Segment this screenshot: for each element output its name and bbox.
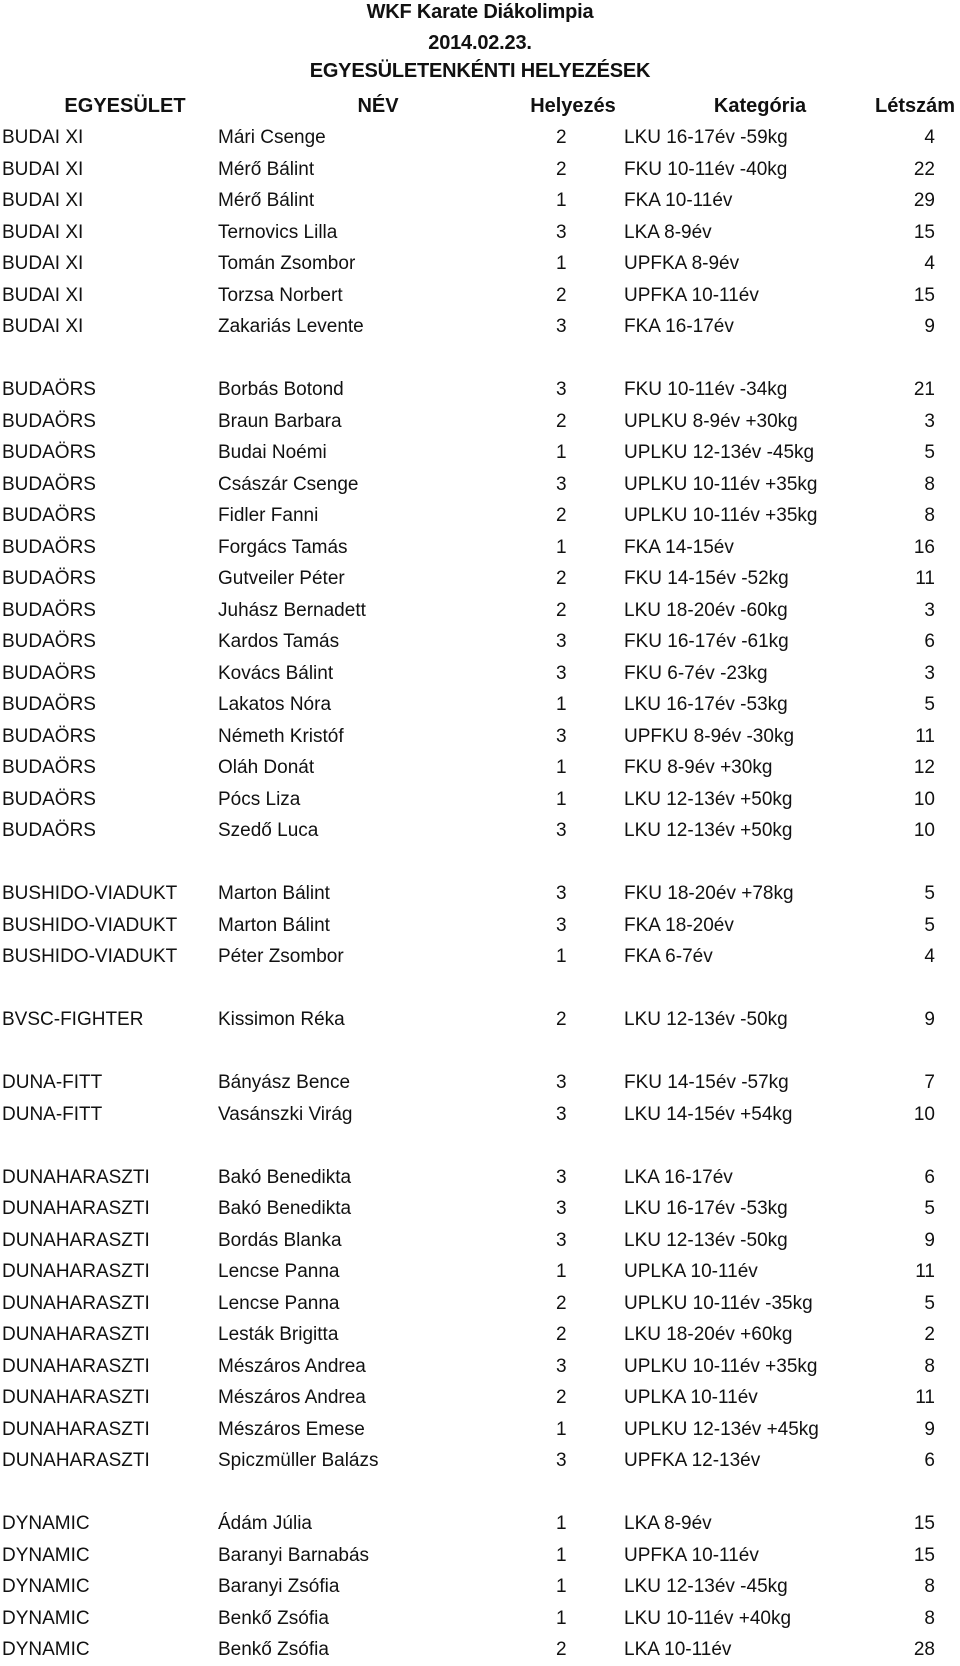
category-cell: LKU 14-15év +54kg xyxy=(624,1103,793,1125)
count-cell: 5 xyxy=(924,883,935,904)
count-cell: 7 xyxy=(924,1072,935,1093)
table-row xyxy=(0,1382,960,1414)
place-cell: 1 xyxy=(556,1261,567,1282)
table-row xyxy=(0,752,960,784)
count-cell: 11 xyxy=(915,1261,935,1282)
name-cell: Juhász Bernadett xyxy=(218,599,366,621)
club-cell: BUDAI XI xyxy=(2,284,84,306)
table-row xyxy=(0,406,960,438)
club-cell: DYNAMIC xyxy=(2,1639,90,1660)
table-row xyxy=(0,248,960,280)
category-cell: FKA 18-20év xyxy=(624,914,734,936)
category-cell: UPLKU 10-11év +35kg xyxy=(624,505,818,526)
name-cell: Torzsa Norbert xyxy=(218,284,343,306)
club-cell: DUNAHARASZTI xyxy=(2,1261,150,1282)
count-cell: 5 xyxy=(924,914,935,936)
event-date: 2014.02.23. xyxy=(428,32,532,54)
place-cell: 2 xyxy=(556,1009,567,1030)
club-cell: BUDAÖRS xyxy=(2,820,96,841)
club-cell: BVSC-FIGHTER xyxy=(2,1009,144,1030)
club-cell: DUNAHARASZTI xyxy=(2,1324,150,1345)
table-row xyxy=(0,1099,960,1131)
place-cell: 1 xyxy=(556,757,567,778)
table-row xyxy=(0,1445,960,1477)
category-cell: LKU 12-13év -50kg xyxy=(624,1009,788,1030)
place-cell: 2 xyxy=(556,505,567,526)
category-cell: UPFKU 8-9év -30kg xyxy=(624,725,795,747)
club-cell: BUDAÖRS xyxy=(2,788,96,810)
club-cell: DUNA-FITT xyxy=(2,1103,103,1125)
place-cell: 3 xyxy=(556,1103,567,1125)
place-cell: 3 xyxy=(556,820,567,841)
count-cell: 3 xyxy=(924,662,935,684)
name-cell: Fidler Fanni xyxy=(218,505,319,526)
category-cell: UPFKA 8-9év xyxy=(624,253,740,274)
club-cell: BUDAÖRS xyxy=(2,631,96,652)
table-row xyxy=(0,1319,960,1351)
name-cell: Borbás Botond xyxy=(218,379,344,400)
table-row xyxy=(0,626,960,658)
column-header-name: NÉV xyxy=(357,95,399,117)
name-cell: Szedő Luca xyxy=(218,820,319,841)
place-cell: 2 xyxy=(556,1324,567,1345)
category-cell: LKA 10-11év xyxy=(624,1639,732,1660)
category-cell: FKU 10-11év -34kg xyxy=(624,379,788,400)
name-cell: Baranyi Zsófia xyxy=(218,1576,340,1597)
category-cell: LKU 12-13év +50kg xyxy=(624,788,793,810)
category-cell: FKU 10-11év -40kg xyxy=(624,158,788,180)
club-cell: BUDAÖRS xyxy=(2,757,96,778)
category-cell: FKU 16-17év -61kg xyxy=(624,631,789,652)
count-cell: 6 xyxy=(924,1166,935,1188)
count-cell: 9 xyxy=(924,1229,935,1251)
column-header-club: EGYESÜLET xyxy=(64,95,186,117)
count-cell: 4 xyxy=(924,127,935,148)
count-cell: 5 xyxy=(924,694,935,715)
name-cell: Braun Barbara xyxy=(218,410,342,432)
count-cell: 5 xyxy=(924,1292,935,1314)
table-row xyxy=(0,1571,960,1603)
club-cell: DUNAHARASZTI xyxy=(2,1198,150,1219)
table-row xyxy=(0,122,960,154)
table-row xyxy=(0,500,960,532)
category-cell: UPFKA 10-11év xyxy=(624,1544,759,1566)
name-cell: Mészáros Emese xyxy=(218,1418,365,1440)
place-cell: 1 xyxy=(556,1544,567,1566)
count-cell: 21 xyxy=(913,379,935,400)
name-cell: Gutveiler Péter xyxy=(218,568,345,589)
club-cell: BUDAÖRS xyxy=(2,568,96,589)
place-cell: 3 xyxy=(556,1450,567,1471)
group-spacer xyxy=(0,1130,960,1162)
table-row xyxy=(0,185,960,217)
place-cell: 2 xyxy=(556,158,567,180)
table-row xyxy=(0,658,960,690)
name-cell: Németh Kristóf xyxy=(218,725,344,747)
club-cell: BUDAÖRS xyxy=(2,442,96,463)
category-cell: FKA 14-15év xyxy=(624,536,734,558)
count-cell: 8 xyxy=(924,1355,935,1377)
category-cell: UPLKU 10-11év -35kg xyxy=(624,1292,813,1314)
place-cell: 3 xyxy=(556,725,567,747)
club-cell: BUDAÖRS xyxy=(2,694,96,715)
club-cell: DUNAHARASZTI xyxy=(2,1450,150,1471)
name-cell: Bányász Bence xyxy=(218,1072,351,1093)
category-cell: FKU 18-20év +78kg xyxy=(624,883,794,904)
results-table-body xyxy=(0,122,960,1666)
name-cell: Lencse Panna xyxy=(218,1261,340,1282)
category-cell: UPLKU 12-13év -45kg xyxy=(624,442,815,463)
place-cell: 2 xyxy=(556,1639,567,1660)
report-title: EGYESÜLETENKÉNTI HELYEZÉSEK xyxy=(309,60,651,82)
table-row xyxy=(0,878,960,910)
count-cell: 3 xyxy=(924,410,935,432)
table-row xyxy=(0,1288,960,1320)
name-cell: Mészáros Andrea xyxy=(218,1387,366,1408)
table-row xyxy=(0,815,960,847)
category-cell: UPFKA 12-13év xyxy=(624,1450,761,1471)
club-cell: BUDAI XI xyxy=(2,316,84,337)
place-cell: 3 xyxy=(556,1355,567,1377)
name-cell: Zakariás Levente xyxy=(218,316,364,337)
place-cell: 1 xyxy=(556,1607,567,1629)
name-cell: Mészáros Andrea xyxy=(218,1355,366,1377)
table-row xyxy=(0,1256,960,1288)
club-cell: BUSHIDO-VIADUKT xyxy=(2,946,178,967)
category-cell: LKU 12-13év +50kg xyxy=(624,820,793,841)
place-cell: 1 xyxy=(556,536,567,558)
club-cell: BUDAI XI xyxy=(2,190,84,211)
count-cell: 15 xyxy=(913,221,935,243)
table-row xyxy=(0,532,960,564)
name-cell: Tomán Zsombor xyxy=(218,253,356,274)
category-cell: LKA 8-9év xyxy=(624,221,712,243)
place-cell: 1 xyxy=(556,694,567,715)
name-cell: Marton Bálint xyxy=(218,883,330,904)
name-cell: Mári Csenge xyxy=(218,127,326,148)
club-cell: BUDAÖRS xyxy=(2,505,96,526)
name-cell: Benkő Zsófia xyxy=(218,1607,329,1629)
place-cell: 3 xyxy=(556,1166,567,1188)
club-cell: DUNAHARASZTI xyxy=(2,1418,150,1440)
club-cell: DYNAMIC xyxy=(2,1513,90,1534)
place-cell: 2 xyxy=(556,599,567,621)
category-cell: LKU 12-13év -50kg xyxy=(624,1229,788,1251)
category-cell: LKA 16-17év xyxy=(624,1166,733,1188)
place-cell: 2 xyxy=(556,568,567,589)
column-header-category: Kategória xyxy=(713,95,807,117)
name-cell: Bordás Blanka xyxy=(218,1229,342,1251)
club-cell: BUSHIDO-VIADUKT xyxy=(2,883,178,904)
place-cell: 3 xyxy=(556,473,567,495)
club-cell: BUDAÖRS xyxy=(2,662,96,684)
name-cell: Kardos Tamás xyxy=(218,631,340,652)
count-cell: 8 xyxy=(924,1607,935,1629)
count-cell: 29 xyxy=(913,190,935,211)
place-cell: 1 xyxy=(556,946,567,967)
count-cell: 15 xyxy=(913,1513,935,1534)
count-cell: 15 xyxy=(913,1544,935,1566)
club-cell: DUNAHARASZTI xyxy=(2,1229,150,1251)
table-row xyxy=(0,1508,960,1540)
club-cell: DUNAHARASZTI xyxy=(2,1166,150,1188)
name-cell: Ádám Júlia xyxy=(218,1513,312,1534)
column-header-count: Létszám xyxy=(874,95,956,117)
count-cell: 6 xyxy=(924,631,935,652)
event-title: WKF Karate Diákolimpia xyxy=(366,1,594,23)
table-row xyxy=(0,595,960,627)
place-cell: 3 xyxy=(556,631,567,652)
count-cell: 8 xyxy=(924,1576,935,1597)
count-cell: 15 xyxy=(913,284,935,306)
category-cell: UPLKU 12-13év +45kg xyxy=(624,1418,819,1440)
category-cell: FKU 14-15év -52kg xyxy=(624,568,789,589)
table-row xyxy=(0,1004,960,1036)
category-cell: LKU 18-20év +60kg xyxy=(624,1324,793,1345)
club-cell: BUDAÖRS xyxy=(2,473,96,495)
club-cell: DYNAMIC xyxy=(2,1607,90,1629)
name-cell: Benkő Zsófia xyxy=(218,1639,329,1660)
count-cell: 2 xyxy=(924,1324,935,1345)
club-cell: DUNAHARASZTI xyxy=(2,1355,150,1377)
club-cell: BUSHIDO-VIADUKT xyxy=(2,914,178,936)
category-cell: FKA 6-7év xyxy=(624,946,713,967)
club-cell: DYNAMIC xyxy=(2,1544,90,1566)
count-cell: 12 xyxy=(913,757,935,778)
count-cell: 4 xyxy=(924,253,935,274)
table-row xyxy=(0,1634,960,1666)
count-cell: 10 xyxy=(913,820,935,841)
place-cell: 1 xyxy=(556,190,567,211)
place-cell: 1 xyxy=(556,253,567,274)
name-cell: Mérő Bálint xyxy=(218,190,315,211)
name-cell: Lencse Panna xyxy=(218,1292,340,1314)
category-cell: FKU 8-9év +30kg xyxy=(624,757,773,778)
table-row xyxy=(0,311,960,343)
name-cell: Kovács Bálint xyxy=(218,662,334,684)
place-cell: 2 xyxy=(556,1387,567,1408)
club-cell: BUDAI XI xyxy=(2,158,84,180)
table-row xyxy=(0,910,960,942)
count-cell: 11 xyxy=(915,568,935,589)
name-cell: Lesták Brigitta xyxy=(218,1324,339,1345)
club-cell: BUDAI XI xyxy=(2,127,84,148)
place-cell: 3 xyxy=(556,1229,567,1251)
count-cell: 28 xyxy=(913,1639,935,1660)
club-cell: BUDAÖRS xyxy=(2,725,96,747)
table-row xyxy=(0,784,960,816)
count-cell: 4 xyxy=(924,946,935,967)
name-cell: Ternovics Lilla xyxy=(218,221,338,243)
name-cell: Spiczmüller Balázs xyxy=(218,1450,379,1471)
table-row xyxy=(0,563,960,595)
table-row xyxy=(0,941,960,973)
category-cell: LKA 8-9év xyxy=(624,1513,712,1534)
name-cell: Bakó Benedikta xyxy=(218,1198,352,1219)
name-cell: Császár Csenge xyxy=(218,473,359,495)
club-cell: DUNAHARASZTI xyxy=(2,1292,150,1314)
table-row xyxy=(0,154,960,186)
count-cell: 10 xyxy=(913,788,935,810)
name-cell: Vasánszki Virág xyxy=(218,1103,353,1125)
count-cell: 9 xyxy=(924,1418,935,1440)
category-cell: FKA 10-11év xyxy=(624,190,733,211)
club-cell: BUDAÖRS xyxy=(2,379,96,400)
club-cell: DUNA-FITT xyxy=(2,1072,103,1093)
category-cell: FKA 16-17év xyxy=(624,316,734,337)
count-cell: 8 xyxy=(924,505,935,526)
category-cell: UPFKA 10-11év xyxy=(624,284,759,306)
name-cell: Mérő Bálint xyxy=(218,158,315,180)
table-row xyxy=(0,1540,960,1572)
count-cell: 6 xyxy=(924,1450,935,1471)
category-cell: UPLKU 10-11év +35kg xyxy=(624,473,818,495)
name-cell: Bakó Benedikta xyxy=(218,1166,352,1188)
place-cell: 1 xyxy=(556,1576,567,1597)
table-row xyxy=(0,1067,960,1099)
category-cell: LKU 16-17év -59kg xyxy=(624,127,788,148)
club-cell: BUDAÖRS xyxy=(2,410,96,432)
place-cell: 1 xyxy=(556,788,567,810)
table-row xyxy=(0,374,960,406)
column-header-place: Helyezés xyxy=(530,95,616,117)
table-row xyxy=(0,1414,960,1446)
place-cell: 3 xyxy=(556,883,567,904)
name-cell: Baranyi Barnabás xyxy=(218,1544,370,1566)
category-cell: LKU 18-20év -60kg xyxy=(624,599,788,621)
club-cell: DUNAHARASZTI xyxy=(2,1387,150,1408)
table-row xyxy=(0,721,960,753)
table-row xyxy=(0,280,960,312)
group-spacer xyxy=(0,1477,960,1509)
group-spacer xyxy=(0,847,960,879)
group-spacer xyxy=(0,973,960,1005)
name-cell: Péter Zsombor xyxy=(218,946,344,967)
category-cell: UPLKA 10-11év xyxy=(624,1261,758,1282)
place-cell: 3 xyxy=(556,1072,567,1093)
club-cell: BUDAÖRS xyxy=(2,536,96,558)
place-cell: 3 xyxy=(556,662,567,684)
category-cell: LKU 16-17év -53kg xyxy=(624,694,788,715)
place-cell: 2 xyxy=(556,410,567,432)
club-cell: BUDAÖRS xyxy=(2,599,96,621)
category-cell: LKU 10-11év +40kg xyxy=(624,1607,792,1629)
category-cell: UPLKU 8-9év +30kg xyxy=(624,410,798,432)
table-row xyxy=(0,1225,960,1257)
count-cell: 5 xyxy=(924,442,935,463)
category-cell: LKU 12-13év -45kg xyxy=(624,1576,788,1597)
count-cell: 9 xyxy=(924,316,935,337)
table-row xyxy=(0,437,960,469)
table-row xyxy=(0,1351,960,1383)
place-cell: 3 xyxy=(556,221,567,243)
place-cell: 1 xyxy=(556,1513,567,1534)
count-cell: 5 xyxy=(924,1198,935,1219)
name-cell: Kissimon Réka xyxy=(218,1009,345,1030)
name-cell: Budai Noémi xyxy=(218,442,327,463)
count-cell: 11 xyxy=(915,1387,935,1408)
category-cell: UPLKU 10-11év +35kg xyxy=(624,1355,818,1377)
place-cell: 3 xyxy=(556,1198,567,1219)
count-cell: 22 xyxy=(913,158,935,180)
place-cell: 3 xyxy=(556,914,567,936)
category-cell: LKU 16-17év -53kg xyxy=(624,1198,788,1219)
table-row xyxy=(0,469,960,501)
count-cell: 8 xyxy=(924,473,935,495)
place-cell: 2 xyxy=(556,1292,567,1314)
count-cell: 10 xyxy=(913,1103,935,1125)
count-cell: 11 xyxy=(915,725,935,747)
category-cell: FKU 14-15év -57kg xyxy=(624,1072,789,1093)
group-spacer xyxy=(0,343,960,375)
name-cell: Marton Bálint xyxy=(218,914,330,936)
count-cell: 16 xyxy=(913,536,935,558)
table-row xyxy=(0,689,960,721)
count-cell: 3 xyxy=(924,599,935,621)
table-row xyxy=(0,1603,960,1635)
category-cell: FKU 6-7év -23kg xyxy=(624,662,768,684)
name-cell: Lakatos Nóra xyxy=(218,694,332,715)
place-cell: 2 xyxy=(556,284,567,306)
club-cell: BUDAI XI xyxy=(2,221,84,243)
place-cell: 3 xyxy=(556,379,567,400)
place-cell: 3 xyxy=(556,316,567,337)
place-cell: 1 xyxy=(556,442,567,463)
table-row xyxy=(0,1162,960,1194)
group-spacer xyxy=(0,1036,960,1068)
table-row xyxy=(0,1193,960,1225)
place-cell: 2 xyxy=(556,127,567,148)
name-cell: Forgács Tamás xyxy=(218,536,348,558)
place-cell: 1 xyxy=(556,1418,567,1440)
club-cell: BUDAI XI xyxy=(2,253,84,274)
name-cell: Oláh Donát xyxy=(218,757,315,778)
count-cell: 9 xyxy=(924,1009,935,1030)
category-cell: UPLKA 10-11év xyxy=(624,1387,758,1408)
club-cell: DYNAMIC xyxy=(2,1576,90,1597)
name-cell: Pócs Liza xyxy=(218,788,301,810)
table-row xyxy=(0,217,960,249)
